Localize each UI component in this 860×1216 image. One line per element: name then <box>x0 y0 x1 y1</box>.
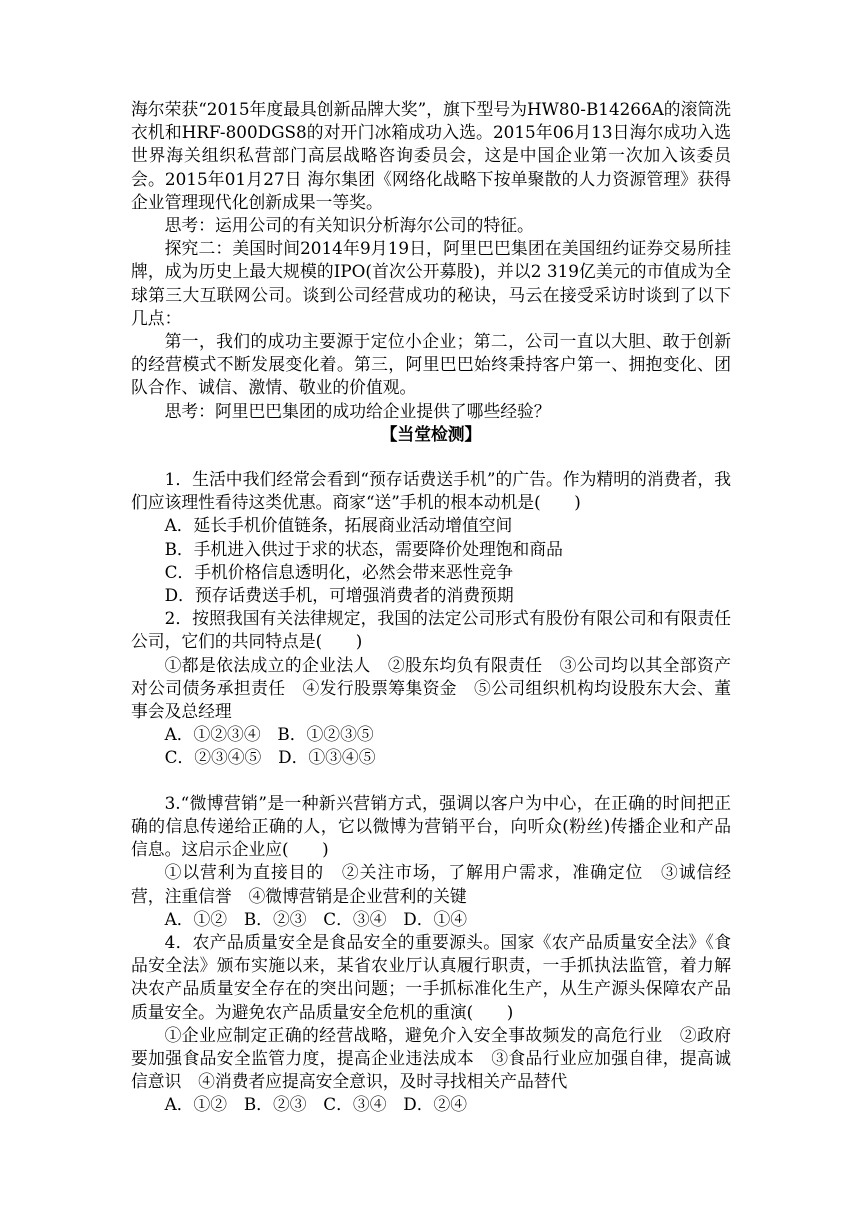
q4-items: ①企业应制定正确的经营战略，避免介入安全事故频发的高危行业 ②政府要加强食品安全监管力度，提高企业违法成本 ③食品行业应加强自律，提高诚信意识 ④消费者应提高安全意识，及时寻找相关产品替代 <box>131 1024 731 1092</box>
q4-options: A．①② B．②③ C．③④ D．②④ <box>164 1094 468 1115</box>
haier-paragraph: 海尔荣获“2015年度最具创新品牌大奖”，旗下型号为HW80-B14266A的滚筒洗衣机和HRF-800DGS8的对开门冰箱成功入选。2015年06月13日海尔成功入选世界海关组织私营部门高层战略咨询委员会，这是中国企业第一次加入该委员会。2015年01月27日 海尔集团《网络化战略下按单聚散的人力资源管理》获得企业管理现代化创新成果一等奖。 <box>131 99 731 212</box>
q3-items: ①以营利为直接目的 ②关注市场，了解用户需求，准确定位 ③诚信经营，注重信誉 ④微博营销是企业营利的关键 <box>131 862 731 906</box>
think-question-1: 思考：运用公司的有关知识分析海尔公司的特征。 <box>164 215 534 236</box>
q2-options-ab: A．①②③④ B．①②③⑤ <box>164 724 374 745</box>
document-body <box>131 98 731 1117</box>
q1-option-b: B．手机进入供过于求的状态，需要降价处理饱和商品 <box>164 538 563 559</box>
think-question-2: 思考：阿里巴巴集团的成功给企业提供了哪些经验？ <box>164 400 551 421</box>
section-spacer <box>131 446 731 468</box>
q1-stem: 1．生活中我们经常会看到“预存话费送手机”的广告。作为精明的消费者，我们应该理性看待这类优惠。商家“送”手机的根本动机是( ) <box>131 469 731 513</box>
q2-stem: 2．按照我国有关法律规定，我国的法定公司形式有股份有限公司和有限责任公司，它们的共同特点是( ) <box>131 608 731 652</box>
q2-items: ①都是依法成立的企业法人 ②股东均负有限责任 ③公司均以其全部资产对公司债务承担责任 ④发行股票筹集资金 ⑤公司组织机构均设股东大会、董事会及总经理 <box>131 654 731 722</box>
explore-two-paragraph: 探究二：美国时间2014年9月19日，阿里巴巴集团在美国纽约证券交易所挂牌，成为历史上最大规模的IPO(首次公开募股)，并以2 319亿美元的市值成为全球第三大互联网公司。谈到公司经营成功的秘诀，马云在接受采访时谈到了以下几点： <box>131 238 731 328</box>
q2-spacer <box>131 770 731 792</box>
q3-options: A．①② B．②③ C．③④ D．①④ <box>164 908 468 929</box>
q1-option-a: A．延长手机价值链条，拓展商业活动增值空间 <box>164 515 513 536</box>
q3-stem: 3.“微博营销”是一种新兴营销方式，强调以客户为中心，在正确的时间把正确的信息传递给正确的人，它以微博为营销平台，向听众(粉丝)传播企业和产品信息。这启示企业应( ) <box>131 792 731 860</box>
section-title: 【当堂检测】 <box>380 423 482 444</box>
alibaba-points-paragraph: 第一，我们的成功主要源于定位小企业；第二，公司一直以大胆、敢于创新的经营模式不断发展变化着。第三，阿里巴巴始终秉持客户第一、拥抱变化、团队合作、诚信、激情、敬业的价值观。 <box>131 331 731 398</box>
q2-options-cd: C．②③④⑤ D．①③④⑤ <box>164 747 376 768</box>
q1-option-c: C．手机价格信息透明化，必然会带来恶性竞争 <box>164 561 514 582</box>
q4-stem: 4．农产品质量安全是食品安全的重要源头。国家《农产品质量安全法》《食品安全法》颁布实施以来，某省农业厅认真履行职责，一手抓执法监管，着力解决农产品质量安全存在的突出问题；一手抓标准化生产，从生产源头保障农产品质量安全。为避免农产品质量安全危机的重演( ) <box>131 931 731 1022</box>
q1-option-d: D．预存话费送手机，可增强消费者的消费预期 <box>164 585 514 606</box>
